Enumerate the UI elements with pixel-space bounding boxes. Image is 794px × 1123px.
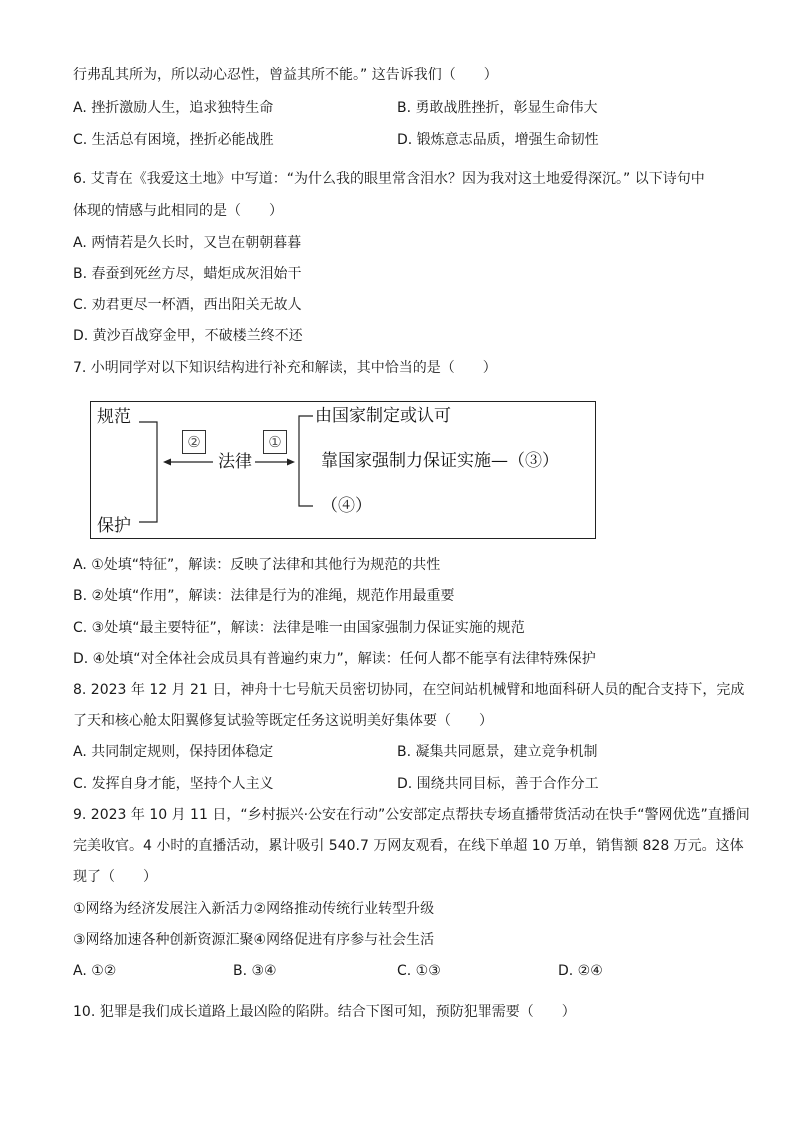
q5-option-d[interactable]: D. 锻炼意志品质，增强生命韧性 (397, 132, 599, 148)
q6-option-d[interactable]: D. 黄沙百战穿金甲，不破楼兰终不还 (73, 328, 303, 344)
q6-stem-line2: 体现的情感与此相同的是（ ） (73, 203, 283, 219)
diagram-blank-1: ① (263, 430, 287, 454)
q9-option-a[interactable]: A. ①② (73, 963, 117, 979)
q9-statements-1: ①网络为经济发展注入新活力②网络推动传统行业转型升级 (73, 901, 435, 917)
q8-stem-line1: 8. 2023 年 12 月 21 日，神舟十七号航天员密切协同，在空间站机械臂和地面科研人员的配合支持下，完成 (73, 682, 745, 698)
q9-stem-line3: 现了（ ） (73, 869, 157, 885)
diagram-feature-2: 靠国家强制力保证实施—（③） (321, 451, 559, 471)
diagram-label-law: 法律 (218, 452, 252, 472)
q9-option-c[interactable]: C. ①③ (397, 963, 441, 979)
q7-option-d[interactable]: D. ④处填“对全体社会成员具有普遍约束力”，解读：任何人都不能享有法律特殊保护 (73, 651, 596, 667)
diagram-feature-1: 由国家制定或认可 (315, 406, 451, 426)
q6-stem-line1: 6. 艾青在《我爱这土地》中写道：“为什么我的眼里常含泪水？因为我对这土地爱得深沉。” 以下诗句中 (73, 171, 705, 187)
q8-option-d[interactable]: D. 围绕共同目标，善于合作分工 (397, 776, 599, 792)
q9-stem-line2: 完美收官。4 小时的直播活动，累计吸引 540.7 万网友观看，在线下单超 10 万单，销售额 828 万元。这体 (73, 838, 744, 854)
q7-option-b[interactable]: B. ②处填“作用”，解读：法律是行为的准绳，规范作用最重要 (73, 588, 455, 604)
law-knowledge-diagram (90, 401, 596, 539)
q8-option-b[interactable]: B. 凝集共同愿景，建立竞争机制 (397, 744, 598, 760)
diagram-label-protect: 保护 (97, 516, 131, 536)
q5-option-a[interactable]: A. 挫折激励人生，追求独特生命 (73, 100, 274, 116)
q7-option-c[interactable]: C. ③处填“最主要特征”，解读：法律是唯一由国家强制力保证实施的规范 (73, 620, 525, 636)
q9-option-d[interactable]: D. ②④ (558, 963, 603, 979)
q9-option-b[interactable]: B. ③④ (233, 963, 277, 979)
q5-option-b[interactable]: B. 勇敢战胜挫折，彰显生命伟大 (397, 100, 598, 116)
diagram-label-norm: 规范 (97, 407, 131, 427)
q7-stem: 7. 小明同学对以下知识结构进行补充和解读，其中恰当的是（ ） (73, 360, 497, 376)
diagram-feature-4: （④） (321, 496, 372, 516)
q8-option-a[interactable]: A. 共同制定规则，保持团体稳定 (73, 744, 274, 760)
q6-option-b[interactable]: B. 春蚕到死丝方尽，蜡炬成灰泪始干 (73, 266, 302, 282)
q6-option-a[interactable]: A. 两情若是久长时，又岂在朝朝暮暮 (73, 235, 302, 251)
q9-statements-2: ③网络加速各种创新资源汇聚④网络促进有序参与社会生活 (73, 932, 435, 948)
q9-stem-line1: 9. 2023 年 10 月 11 日，“乡村振兴·公安在行动”公安部定点帮扶专场直播带货活动在快手“警网优选”直播间 (73, 807, 750, 823)
q7-option-a[interactable]: A. ①处填“特征”，解读：反映了法律和其他行为规范的共性 (73, 557, 441, 573)
q8-stem-line2: 了天和核心舱太阳翼修复试验等既定任务这说明美好集体要（ ） (73, 713, 493, 729)
q6-option-c[interactable]: C. 劝君更尽一杯酒，西出阳关无故人 (73, 297, 302, 313)
q5-option-c[interactable]: C. 生活总有困境，挫折必能战胜 (73, 132, 274, 148)
q8-option-c[interactable]: C. 发挥自身才能，坚持个人主义 (73, 776, 274, 792)
q5-stem: 行弗乱其所为，所以动心忍性，曾益其所不能。” 这告诉我们（ ） (73, 67, 498, 83)
q10-stem: 10. 犯罪是我们成长道路上最凶险的陷阱。结合下图可知，预防犯罪需要（ ） (73, 1004, 576, 1020)
diagram-blank-2: ② (182, 430, 206, 454)
